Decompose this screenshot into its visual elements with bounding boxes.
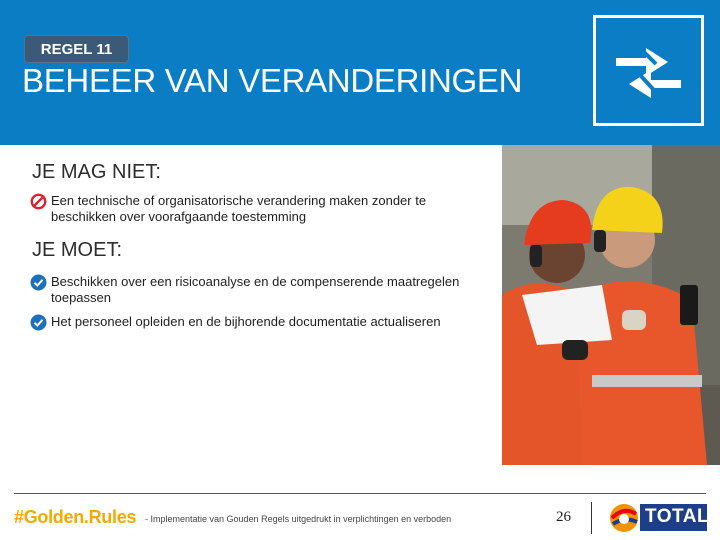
total-logo bbox=[607, 500, 710, 536]
total-logo-text: TOTAL bbox=[645, 506, 710, 527]
must-not-heading: JE MAG NIET: bbox=[32, 161, 161, 183]
prohibited-icon bbox=[30, 193, 47, 210]
checkmark-icon bbox=[30, 314, 47, 331]
footer-separator bbox=[591, 502, 592, 534]
page-title: BEHEER VAN VERANDERINGEN bbox=[22, 62, 523, 99]
must-heading: JE MOET: bbox=[32, 239, 123, 261]
must-not-item-text: Een technische of organisatorische verandering maken zonder te beschikken over voorafgaande toestemming bbox=[51, 193, 427, 224]
must-item-text: Beschikken over een risicoanalyse en de compenserende maatregelen toepassen bbox=[51, 274, 460, 305]
page-number: 26 bbox=[556, 509, 571, 525]
header-banner bbox=[0, 0, 720, 145]
workers-photo bbox=[502, 145, 720, 465]
rule-badge: REGEL 11 bbox=[24, 35, 129, 63]
footer-divider bbox=[14, 493, 706, 494]
golden-rules-hashtag: #Golden.Rules bbox=[14, 507, 137, 527]
total-logo-icon bbox=[607, 500, 641, 536]
footer-note: - Implementatie van Gouden Regels uitgedrukt in verplichtingen en verboden bbox=[145, 514, 452, 524]
checkmark-icon bbox=[30, 274, 47, 291]
must-item-text: Het personeel opleiden en de bijhorende documentatie actualiseren bbox=[51, 314, 441, 329]
change-management-icon bbox=[593, 15, 704, 126]
